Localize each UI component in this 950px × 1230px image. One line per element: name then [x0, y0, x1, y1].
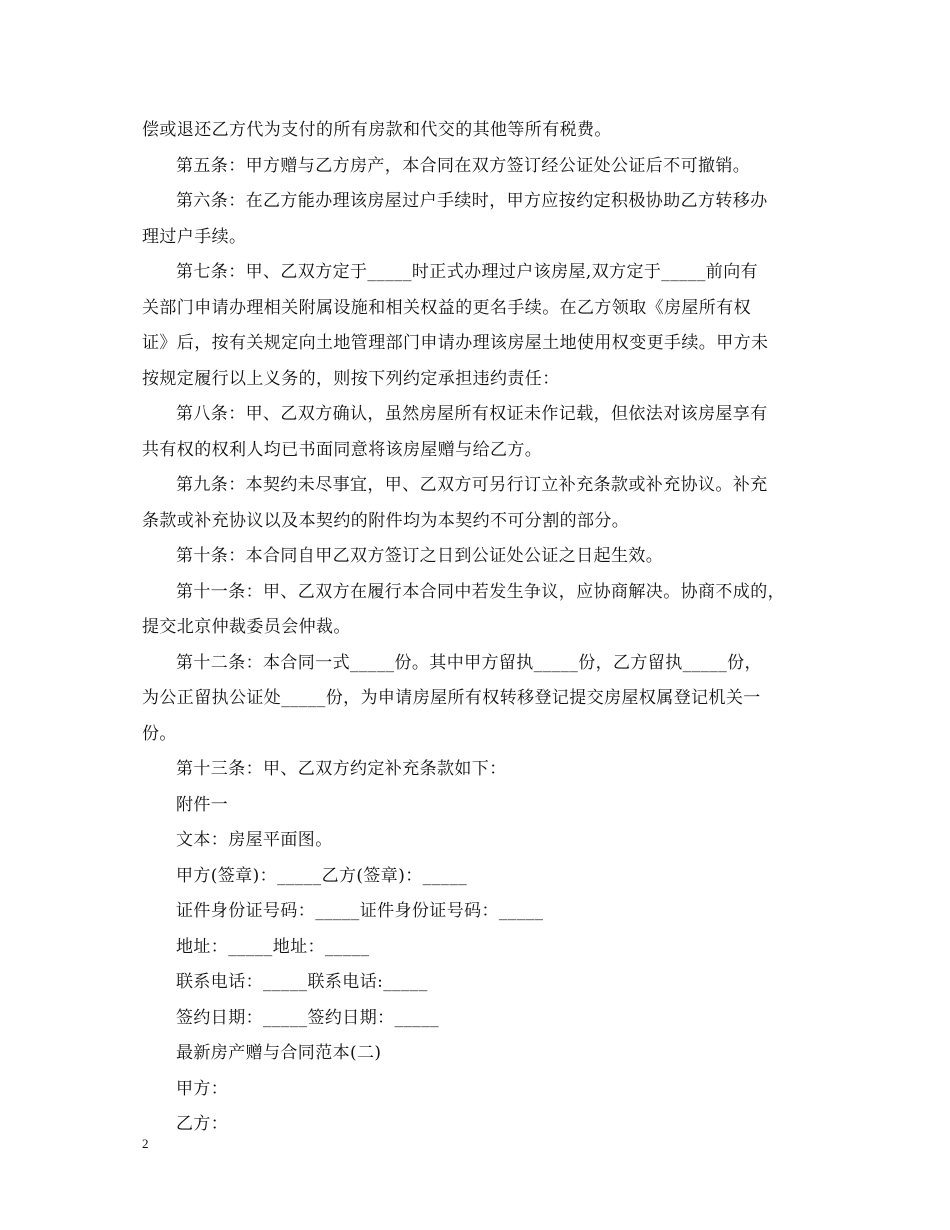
text-line: 关部门申请办理相关附属设施和相关权益的更名手续。在乙方领取《房屋所有权: [142, 297, 751, 318]
text-line: 为公正留执公证处_____份，为申请房屋所有权转移登记提交房屋权属登记机关一: [142, 688, 761, 708]
text-line: 证》后，按有关规定向土地管理部门申请办理该房屋土地使用权变更手续。甲方未: [142, 333, 769, 353]
page-number: 2: [142, 1136, 149, 1151]
text-line: 份。: [142, 723, 177, 744]
text-line: 条款或补充协议以及本契约的附件均为本契约不可分割的部分。: [142, 510, 630, 531]
text-line: 偿或退还乙方代为支付的所有房款和代交的其他等所有税费。: [142, 120, 612, 140]
text-line: 附件一: [176, 794, 229, 815]
text-line: 共有权的权利人均已书面同意将该房屋赠与给乙方。: [142, 439, 543, 460]
text-line: 最新房产赠与合同范本(二): [176, 1043, 382, 1063]
text-line: 按规定履行以上义务的，则按下列约定承担违约责任：: [142, 368, 560, 389]
text-line: 第十三条：甲、乙双方约定补充条款如下：: [176, 759, 507, 779]
text-line: 甲方(签章)：_____乙方(签章)：_____: [176, 865, 468, 886]
document-body: [142, 113, 822, 1143]
text-line: 联系电话：_____联系电话:_____: [176, 972, 428, 992]
text-line: 证件身份证号码：_____证件身份证号码：_____: [176, 901, 544, 921]
text-line: 第九条：本契约未尽事宜，甲、乙双方可另行订立补充条款或补充协议。补充: [176, 475, 768, 495]
text-line: 乙方：: [176, 1114, 229, 1134]
text-line: 签约日期：_____签约日期：_____: [176, 1007, 439, 1028]
text-line: 第十条：本合同自甲乙双方签订之日到公证处公证之日起生效。: [176, 546, 664, 566]
text-line: 第五条：甲方赠与乙方房产，本合同在双方签订经公证处公证后不可撤销。: [176, 155, 751, 176]
text-line: 第十二条：本合同一式_____份。其中甲方留执_____份，乙方留执_____份，: [176, 652, 762, 673]
text-line: 第八条：甲、乙双方确认，虽然房屋所有权证未作记载，但依法对该房屋享有: [176, 404, 768, 424]
text-line: 第七条：甲、乙双方定于_____时正式办理过户该房屋,双方定于_____前向有: [176, 262, 759, 282]
text-line: 第六条：在乙方能办理该房屋过户手续时，甲方应按约定积极协助乙方转移办: [176, 191, 768, 211]
text-line: 第十一条：甲、乙双方在履行本合同中若发生争议，应协商解决。协商不成的，: [176, 581, 785, 602]
text-line: 理过户手续。: [142, 226, 247, 247]
text-line: 甲方：: [176, 1078, 229, 1099]
text-line: 文本：房屋平面图。: [176, 830, 333, 850]
text-line: 提交北京仲裁委员会仲裁。: [142, 617, 351, 637]
text-line: 地址：_____地址：_____: [176, 936, 370, 957]
